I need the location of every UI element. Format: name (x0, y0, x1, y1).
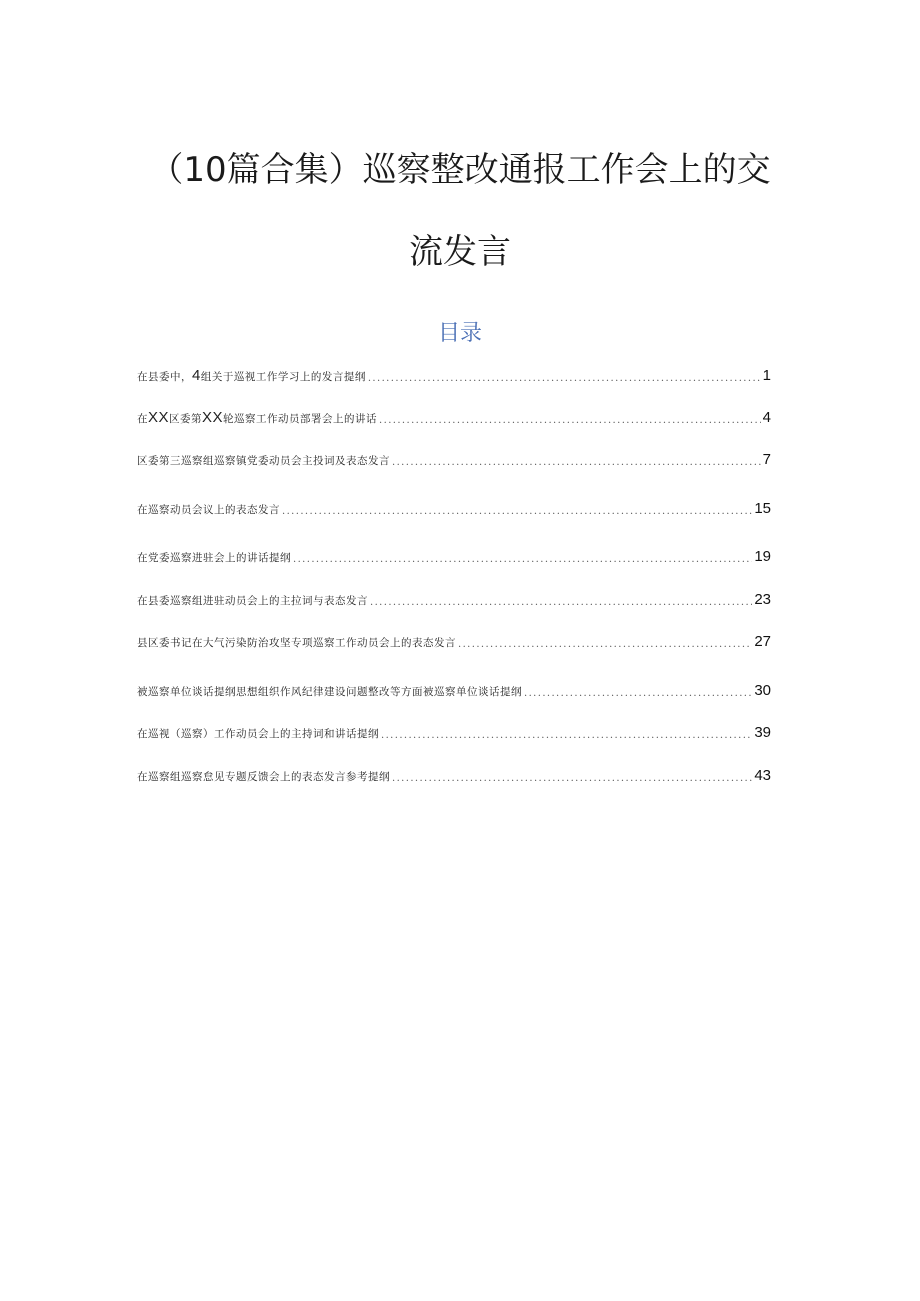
toc-page-number: 30 (754, 682, 771, 699)
toc-leader-dots (392, 457, 761, 468)
toc-page-number: 19 (754, 548, 771, 565)
toc-entry-title: 在巡察组巡察怠见专题反馈会上的表态发言参考提纲 (137, 771, 390, 783)
toc-entry[interactable] (137, 679, 771, 699)
toc-page-number: 7 (762, 451, 771, 468)
toc-entry[interactable] (137, 545, 771, 565)
toc-entry-title: 在XX区委第XX轮巡察工作动员部署会上的讲话 (137, 409, 378, 426)
toc-entry[interactable] (137, 764, 771, 784)
toc-heading: 目录 (437, 321, 482, 346)
toc-entry[interactable] (137, 448, 771, 468)
toc-leader-dots (392, 773, 752, 784)
toc-entry[interactable] (137, 497, 771, 517)
toc-leader-dots (293, 554, 752, 565)
toc-entry-title: 县区委书记在大气污染防治攻坚专项巡察工作动员会上的表态发言 (137, 637, 456, 649)
toc-leader-dots (524, 688, 752, 699)
toc-leader-dots (282, 506, 752, 517)
toc-leader-dots (381, 730, 752, 741)
toc-entry-title: 在巡视（巡察）工作动员会上的主持词和讲话提纲 (137, 728, 379, 740)
toc-entry-title: 在县委中，4组关于巡视工作学习上的发言提纲 (137, 367, 366, 384)
toc-page-number: 1 (762, 367, 771, 384)
toc-page-number: 23 (754, 591, 771, 608)
toc-entry-title: 区委第三巡察组巡察镇党委动员会主投词及表态发言 (137, 455, 390, 467)
toc-page-number: 27 (754, 633, 771, 650)
toc-entry[interactable] (137, 364, 771, 384)
document-title-line-1: （10篇合集）巡察整改通报工作会上的交 (149, 150, 771, 190)
toc-entry[interactable] (137, 588, 771, 608)
toc-entry[interactable] (137, 721, 771, 741)
toc-entry[interactable] (137, 406, 771, 426)
toc-leader-dots (379, 415, 761, 426)
toc-entry-title: 被巡察单位谈话提纲思想组织作风纪律建设问题整改等方面被巡察单位谈话提纲 (137, 686, 522, 698)
toc-leader-dots (458, 639, 752, 650)
toc-page-number: 15 (754, 500, 771, 517)
toc-page-number: 4 (762, 409, 771, 426)
document-title-line-2: 流发言 (409, 232, 511, 272)
toc-leader-dots (370, 597, 752, 608)
toc-entry[interactable] (137, 630, 771, 650)
toc-entry-title: 在党委巡察进驻会上的讲话提纲 (137, 552, 291, 564)
toc-leader-dots (368, 373, 761, 384)
toc-page-number: 43 (754, 767, 771, 784)
toc-entry-title: 在巡察动员会议上的表态发言 (137, 504, 280, 516)
toc-page-number: 39 (754, 724, 771, 741)
toc-entry-title: 在县委巡察组进驻动员会上的主拉词与表态发言 (137, 595, 368, 607)
